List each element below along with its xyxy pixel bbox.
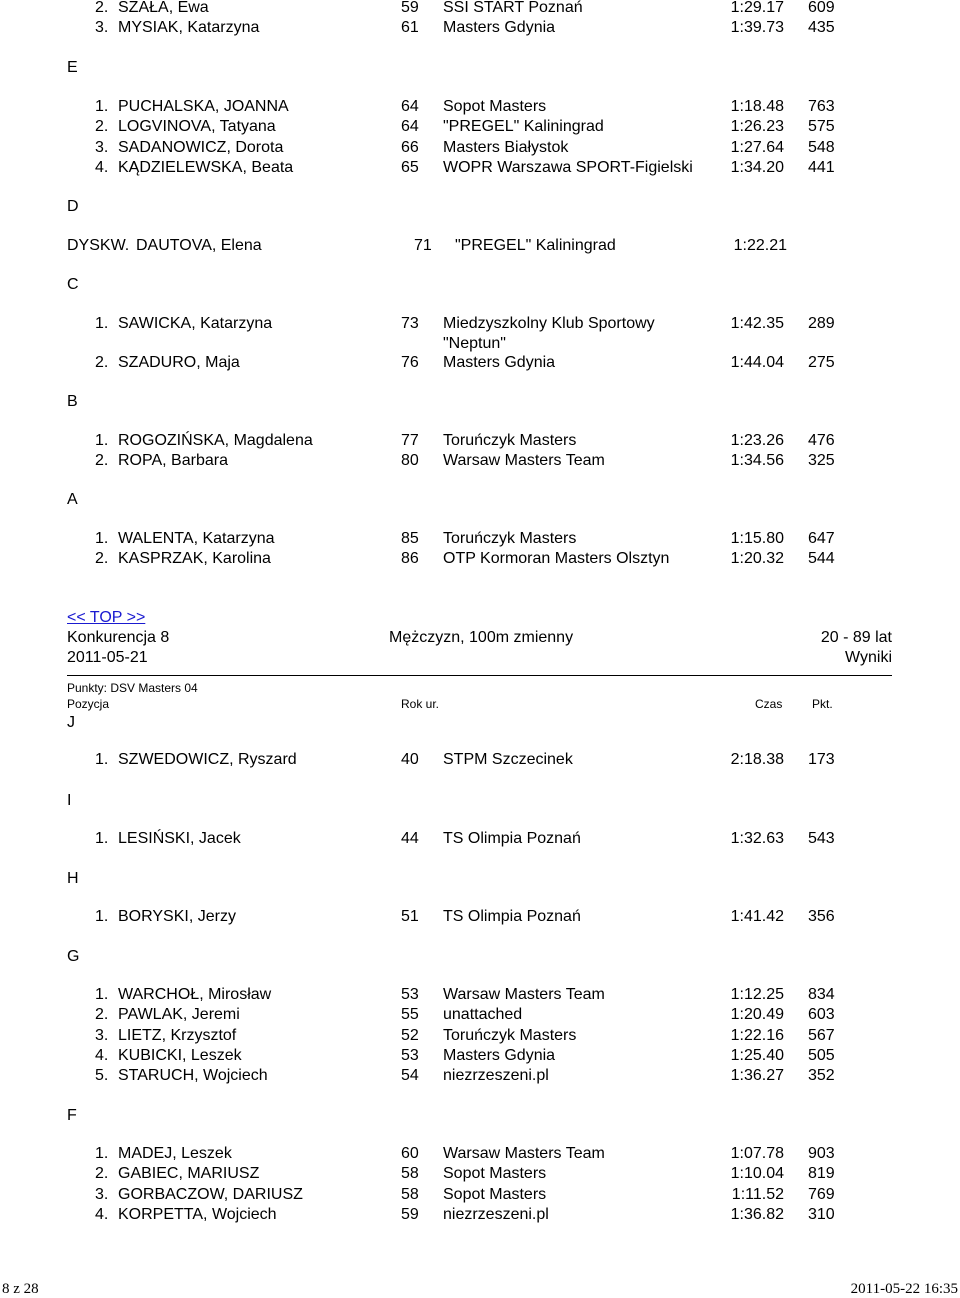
result-row [0,1164,960,1184]
place: 1. [95,432,109,449]
event-date: 2011-05-21 [67,649,148,666]
birth-year: 40 [401,751,419,768]
swim-time: 2:18.38 [730,751,784,768]
column-header-points: Pkt. [812,697,833,711]
category-label-a: A [67,491,78,508]
club-name: Toruńczyk Masters [443,1026,577,1044]
place: 1. [95,751,109,768]
result-row [0,431,960,451]
result-row [0,117,960,137]
swim-time: 1:12.25 [730,986,784,1003]
birth-year: 65 [401,158,419,176]
points: 603 [808,1006,835,1024]
swim-time: 1:27.64 [730,138,784,156]
club-name: TS Olimpia Poznań [443,908,581,925]
page-counter: 8 z 28 [2,1281,39,1297]
dyskw-label: DYSKW. [67,237,130,254]
swim-time: 1:07.78 [730,1145,784,1162]
birth-year: 58 [401,1185,419,1203]
result-row [0,1185,960,1205]
swim-time: 1:25.40 [730,1046,784,1064]
swimmer-name: SZAŁA, Ewa [118,0,209,16]
swim-time: 1:18.48 [730,98,784,115]
club-name: Sopot Masters [443,98,547,115]
swim-time: 1:26.23 [730,118,784,136]
birth-year: 71 [414,237,432,254]
place: 3. [95,1026,109,1044]
result-row [0,353,960,373]
swim-time: 1:44.04 [730,354,784,371]
birth-year: 64 [401,118,419,136]
club-name-continued: "Neptun" [443,335,506,352]
swimmer-name: KORPETTA, Wojciech [118,1205,277,1223]
event-title: Mężczyzn, 100m zmienny [389,629,574,646]
result-row [0,985,960,1005]
points: 609 [808,0,835,16]
swim-time: 1:34.20 [730,158,784,176]
points: 476 [808,432,835,449]
swimmer-name: LESIŃSKI, Jacek [118,830,241,847]
result-row [0,97,960,117]
club-name: Sopot Masters [443,1185,547,1203]
category-label-j: J [67,714,75,731]
column-header-time: Czas [755,697,783,711]
result-row [0,0,960,18]
birth-year: 77 [401,432,419,449]
birth-year: 52 [401,1026,419,1044]
place: 1. [95,986,109,1003]
birth-year: 80 [401,452,419,470]
place: 1. [95,530,109,547]
birth-year: 58 [401,1165,419,1183]
points: 275 [808,354,835,371]
place: 1. [95,830,109,847]
top-link-row [67,608,145,628]
club-name: niezrzeszeni.pl [443,1067,549,1085]
points: 647 [808,530,835,547]
category-label-f: F [67,1107,77,1124]
birth-year: 85 [401,530,419,547]
swimmer-name: WALENTA, Katarzyna [118,530,275,547]
birth-year: 51 [401,908,419,925]
place: 4. [95,1205,109,1223]
place: 2. [95,1006,109,1024]
points: 769 [808,1185,835,1203]
swimmer-name: MADEJ, Leszek [118,1145,232,1162]
event-header-row [0,628,960,648]
result-row [0,314,960,352]
column-header-year: Rok ur. [401,697,440,711]
category-label-h: H [67,870,79,887]
birth-year: 76 [401,354,419,371]
disqualified-row [0,236,960,256]
place: 2. [95,550,109,568]
result-row [0,549,960,569]
club-name: Masters Białystok [443,138,569,156]
swim-time: 1:23.26 [730,432,784,449]
place: 2. [95,452,109,470]
swim-time: 1:32.63 [730,830,784,847]
points: 567 [808,1026,835,1044]
club-name: STPM Szczecinek [443,751,573,768]
swim-time: 1:34.56 [730,452,784,470]
swim-time: 1:22.16 [730,1026,784,1044]
club-name: OTP Kormoran Masters Olsztyn [443,550,670,568]
swim-time: 1:41.42 [730,908,784,925]
place: 2. [95,0,109,16]
points: 310 [808,1205,835,1223]
birth-year: 59 [401,1205,419,1223]
swim-time: 1:11.52 [731,1185,784,1203]
swimmer-name: KUBICKI, Leszek [118,1046,242,1064]
club-name: Masters Gdynia [443,1046,556,1064]
result-row [0,907,960,927]
header-divider [67,675,892,676]
swim-time: 1:42.35 [730,315,784,332]
swimmer-name: BORYSKI, Jerzy [118,908,236,925]
top-link[interactable]: << TOP >> [67,609,146,626]
result-row [0,1144,960,1164]
result-row [0,829,960,849]
swim-time: 1:36.27 [730,1067,784,1085]
place: 2. [95,354,109,371]
result-row [0,451,960,471]
result-row [0,750,960,770]
points-system: Punkty: DSV Masters 04 [67,681,198,695]
birth-year: 44 [401,830,419,847]
place: 2. [95,118,109,136]
swimmer-name: SAWICKA, Katarzyna [118,315,273,332]
swimmer-name: STARUCH, Wojciech [118,1067,268,1085]
swim-time: 1:10.04 [730,1165,784,1183]
result-row [0,158,960,178]
category-label-b: B [67,393,78,410]
points: 289 [808,315,835,332]
points: 505 [808,1046,835,1064]
swimmer-name: ROPA, Barbara [118,452,228,470]
points: 834 [808,986,835,1003]
birth-year: 64 [401,98,419,115]
swim-time: 1:29.17 [730,0,784,16]
place: 1. [95,908,109,925]
swimmer-name: SZWEDOWICZ, Ryszard [118,751,297,768]
swim-time: 1:39.73 [730,19,784,37]
swimmer-name: DAUTOVA, Elena [136,237,262,254]
category-label-d: D [67,198,79,215]
place: 1. [95,98,109,115]
swimmer-name: GORBACZOW, DARIUSZ [118,1185,303,1203]
category-label-e: E [67,59,78,76]
club-name: Toruńczyk Masters [443,432,577,449]
swimmer-name: KASPRZAK, Karolina [118,550,271,568]
club-name: Sopot Masters [443,1165,547,1183]
swimmer-name: MYSIAK, Katarzyna [118,19,260,37]
club-name: unattached [443,1006,523,1024]
swimmer-name: GABIEC, MARIUSZ [118,1165,260,1183]
points: 325 [808,452,835,470]
birth-year: 53 [401,986,419,1003]
result-row [0,1005,960,1025]
club-name: "PREGEL" Kaliningrad [455,237,616,254]
place: 4. [95,158,109,176]
place: 2. [95,1165,109,1183]
category-label-i: I [67,792,72,809]
birth-year: 73 [401,315,419,332]
result-row [0,138,960,158]
club-name: Warsaw Masters Team [443,986,605,1003]
result-row [0,1066,960,1086]
points: 435 [808,19,835,37]
points: 903 [808,1145,835,1162]
club-name: Miedzyszkolny Klub Sportowy [443,315,655,332]
birth-year: 61 [401,19,419,37]
age-range: 20 - 89 lat [820,629,892,646]
swim-time: 1:36.82 [730,1205,784,1223]
swimmer-name: SADANOWICZ, Dorota [118,138,284,156]
club-name: TS Olimpia Poznań [443,830,581,847]
club-name: SSI START Poznań [443,0,583,16]
swimmer-name: PUCHALSKA, JOANNA [118,98,289,115]
points: 544 [808,550,835,568]
result-row [0,1046,960,1066]
club-name: niezrzeszeni.pl [443,1205,549,1223]
swim-time: 1:22.21 [733,237,787,254]
result-row [0,18,960,38]
category-label-g: G [67,948,80,965]
swim-time: 1:20.32 [730,550,784,568]
birth-year: 55 [401,1006,419,1024]
club-name: Masters Gdynia [443,19,556,37]
category-label-c: C [67,276,79,293]
result-row [0,529,960,549]
swimmer-name: WARCHOŁ, Mirosław [118,986,272,1003]
points: 356 [808,908,835,925]
birth-year: 59 [401,0,419,16]
club-name: Warsaw Masters Team [443,452,605,470]
swimmer-name: LOGVINOVA, Tatyana [118,118,276,136]
birth-year: 60 [401,1145,419,1162]
place: 3. [95,19,109,37]
points: 352 [808,1067,835,1085]
place: 1. [95,1145,109,1162]
result-row [0,1205,960,1225]
event-number: Konkurencja 8 [67,629,170,646]
points: 543 [808,830,835,847]
results-label: Wyniki [845,649,892,666]
swimmer-name: ROGOZIŃSKA, Magdalena [118,432,313,449]
birth-year: 54 [401,1067,419,1085]
points: 441 [808,158,835,176]
club-name: Masters Gdynia [443,354,556,371]
points: 575 [808,118,835,136]
place: 3. [95,1185,109,1203]
place: 3. [95,138,109,156]
birth-year: 66 [401,138,419,156]
place: 4. [95,1046,109,1064]
place: 5. [95,1067,109,1085]
club-name: WOPR Warszawa SPORT-Figielski [443,158,693,176]
swim-time: 1:15.80 [730,530,784,547]
points: 763 [808,98,835,115]
points: 548 [808,138,835,156]
column-headers [0,696,960,712]
swimmer-name: SZADURO, Maja [118,354,240,371]
club-name: "PREGEL" Kaliningrad [443,118,604,136]
points: 819 [808,1165,835,1183]
event-date-row [0,648,960,668]
swimmer-name: KĄDZIELEWSKA, Beata [118,158,294,176]
birth-year: 86 [401,550,419,568]
points: 173 [808,751,835,768]
club-name: Warsaw Masters Team [443,1145,605,1162]
result-row [0,1026,960,1046]
column-header-position: Pozycja [67,697,110,711]
swim-time: 1:20.49 [730,1006,784,1024]
birth-year: 53 [401,1046,419,1064]
place: 1. [95,315,109,332]
club-name: Toruńczyk Masters [443,530,577,547]
print-timestamp: 2011-05-22 16:35 [850,1281,958,1297]
swimmer-name: PAWLAK, Jeremi [118,1006,240,1024]
swimmer-name: LIETZ, Krzysztof [118,1026,237,1044]
